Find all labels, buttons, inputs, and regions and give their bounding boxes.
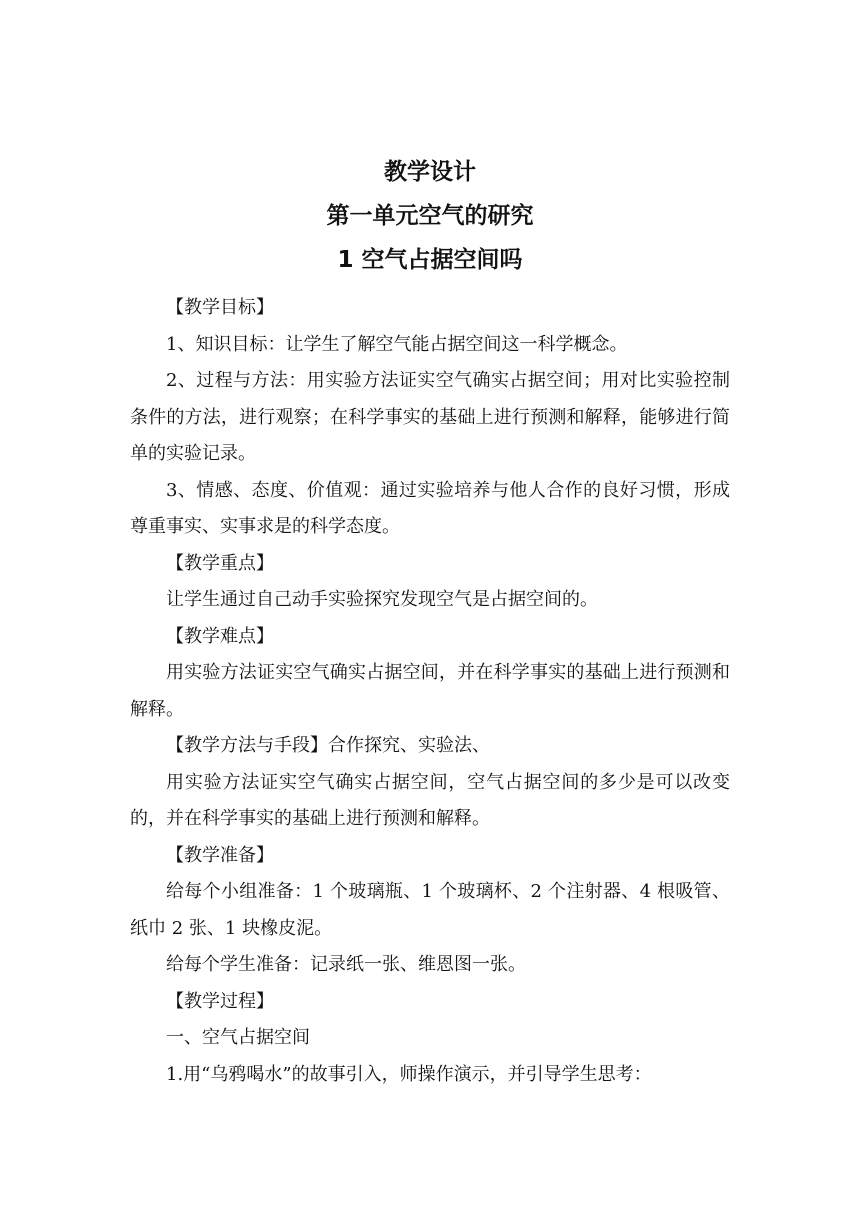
process-part-one: 一、空气占据空间 — [166, 1027, 310, 1048]
title-block — [0, 150, 860, 282]
preparation-groups: 给每个小组准备：1 个玻璃瓶、1 个玻璃杯、2 个注射器、4 根吸管、纸巾 2 张、1 块橡皮泥。 — [130, 881, 730, 939]
document-body — [130, 290, 730, 1093]
section-heading-difficulties: 【教学难点】 — [166, 625, 274, 647]
document-title: 教学设计 — [384, 159, 476, 185]
section-heading-key-points: 【教学重点】 — [166, 552, 274, 574]
section-heading-objectives: 【教学目标】 — [166, 297, 274, 318]
section-heading-process: 【教学过程】 — [166, 990, 274, 1012]
objective-knowledge: 1、知识目标：让学生了解空气能占据空间这一科学概念。 — [166, 333, 628, 355]
key-points-text: 让学生通过自己动手实验探究发现空气是占据空间的。 — [166, 589, 598, 610]
objective-process-method: 2、过程与方法：用实验方法证实空气确实占据空间；用对比实验控制条件的方法，进行观察；在科学事实的基础上进行预测和解释，能够进行简单的实验记录。 — [130, 370, 730, 464]
objective-attitude-values: 3、情感、态度、价值观：通过实验培养与他人合作的良好习惯，形成尊重事实、实事求是的科学态度。 — [130, 479, 730, 537]
difficulties-text: 用实验方法证实空气确实占据空间，并在科学事实的基础上进行预测和解释。 — [130, 662, 730, 720]
section-heading-preparation: 【教学准备】 — [166, 844, 274, 866]
lesson-title: 1 空气占据空间吗 — [337, 247, 523, 273]
unit-title: 第一单元空气的研究 — [326, 203, 534, 229]
preparation-students: 给每个学生准备：记录纸一张、维恩图一张。 — [166, 954, 526, 975]
methods-text: 用实验方法证实空气确实占据空间，空气占据空间的多少是可以改变的，并在科学事实的基础上进行预测和解释。 — [130, 771, 730, 829]
section-heading-methods: 【教学方法与手段】合作探究、实验法、 — [166, 735, 490, 756]
process-step-one: 1.用“乌鸦喝水”的故事引入，师操作演示，并引导学生思考： — [166, 1063, 652, 1085]
